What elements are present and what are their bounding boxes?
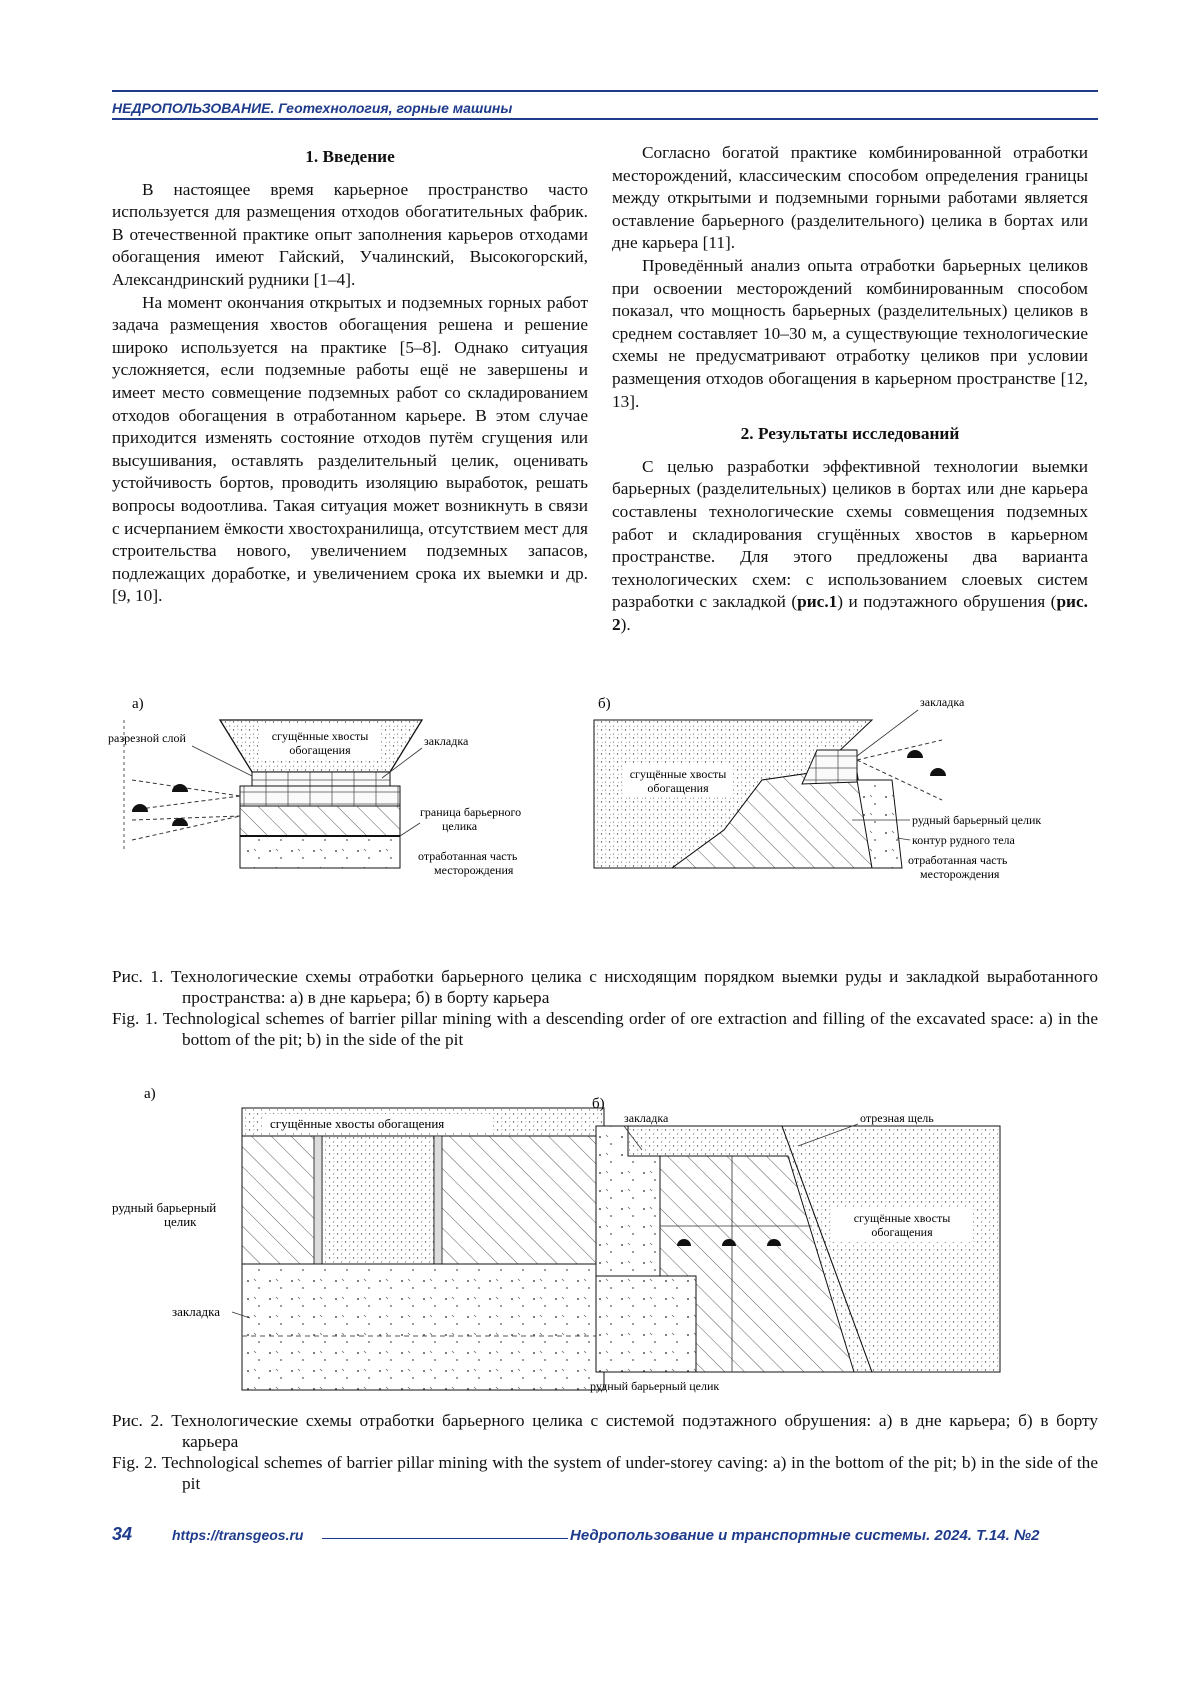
paragraph-text: ) и подэтажного обрушения (: [837, 592, 1057, 612]
figure-ref-2: рис. 2: [612, 592, 1088, 634]
panel-label-a: а): [144, 1086, 156, 1102]
label-pillar-boundary: граница барьерного: [420, 805, 522, 819]
figure-2-diagram: [112, 1086, 1098, 1396]
label-mined-part: месторождения: [920, 867, 1000, 881]
paragraph: [612, 456, 1088, 637]
panel-1b: [594, 695, 1041, 881]
left-column: [112, 146, 588, 608]
label-fill: закладка: [920, 695, 965, 709]
label-tailings: сгущённые хвосты: [629, 767, 727, 781]
label-tailings: сгущённые хвосты: [271, 729, 369, 743]
paragraph: Согласно богатой практике комбинированной отработки месторождений, классическим способом определения границы между открытыми и подземными горными работами является оставление барьерного (разделительного) целика в бортах или дне карьера [11].: [612, 143, 1088, 253]
label-tailings: обогащения: [871, 1225, 933, 1239]
label-fill: закладка: [624, 1111, 669, 1125]
label-ore-pillar: рудный барьерный: [112, 1200, 217, 1215]
caption-en: Fig. 2. Technological schemes of barrier pillar mining with the system of under-storey caving: a) in the bottom of the pit; b) in the side of the pit: [112, 1453, 1098, 1493]
header-bottom-rule: [112, 118, 1098, 120]
figure-ref-1: рис.1: [797, 592, 838, 612]
caption-ru: Рис. 2. Технологические схемы отработки барьерного целика с системой подэтажного обрушения: а) в дне карьера; б) в борту карьера: [112, 1411, 1098, 1451]
label-tailings: обогащения: [647, 781, 709, 795]
paragraph-text: ).: [620, 614, 631, 634]
label-tailings: сгущённые хвосты: [853, 1211, 951, 1225]
panel-2a: [112, 1108, 604, 1390]
panel-2b: [590, 1111, 1000, 1393]
panel-1a: [108, 720, 521, 877]
paragraph: Проведённый анализ опыта отработки барьерных целиков при освоении месторождений комбинированным способом показал, что мощность барьерных (разделительных) целиков в среднем составляет 10–30 м, а существующие технологические схемы не предусматривают отработку целиков при условии размещения отходов обогащения в карьерном пространстве [12, 13].: [612, 255, 1088, 411]
label-ore-pillar: рудный барьерный целик: [590, 1379, 720, 1393]
footer-url[interactable]: https://transgeos.ru: [172, 1527, 304, 1543]
label-mined-part: месторождения: [434, 863, 514, 877]
label-tailings: обогащения: [289, 743, 351, 757]
label-fill: закладка: [424, 734, 469, 748]
label-fill: закладка: [172, 1304, 220, 1319]
panel-label-b: б): [592, 1096, 605, 1112]
section-heading-introduction: 1. Введение: [305, 147, 395, 166]
caption-ru: Рис. 1. Технологические схемы отработки барьерного целика с нисходящим порядком выемки руды и закладкой выработанного пространства: а) в дне карьера; б) в борту карьера: [112, 967, 1098, 1007]
label-mined-part: отработанная часть: [908, 853, 1008, 867]
label-mined-part: отработанная часть: [418, 849, 518, 863]
figure-2-caption: [112, 1410, 1098, 1494]
label-ore-pillar: рудный барьерный целик: [912, 813, 1042, 827]
label-pillar-boundary: целика: [442, 819, 478, 833]
label-ore-pillar: целик: [164, 1214, 197, 1229]
footer-journal: Недропользование и транспортные системы. 2024. Т.14. №2: [570, 1527, 1040, 1544]
figure-1-diagram: [108, 695, 1098, 960]
label-ore-contour: контур рудного тела: [912, 833, 1015, 847]
running-header: НЕДРОПОЛЬЗОВАНИЕ. Геотехнология, горные машины: [112, 100, 513, 116]
label-cut-slot: отрезная щель: [860, 1111, 934, 1125]
figure-1-caption: [112, 966, 1098, 1050]
page-number: 34: [112, 1524, 133, 1544]
right-column: [612, 142, 1088, 636]
footer-rule: [322, 1538, 568, 1539]
paragraph: На момент окончания открытых и подземных горных работ задача размещения хвостов обогащения решена и решение широко используется на практике [5–8]. Однако ситуация усложняется, если подземные работы ещё не завершены и имеет место совмещение подземных работ со складированием отходов обогащения в отработанном карьере. В этом случае приходится изменять состояние отходов путём сгущения или высушивания, оставлять разделительный целик, оценивать устойчивость бортов, проводить изоляцию выработок, решать вопросы водоотлива. Такая ситуация может возникнуть в связи с исчерпанием ёмкости хвостохранилища, отсутствием мест для строительства нового, увеличением подземных запасов, подлежащих доработке, и увеличением срока их выемки и др. [9, 10].: [112, 292, 588, 606]
section-heading-results: 2. Результаты исследований: [740, 424, 960, 444]
panel-label-b: б): [598, 696, 611, 712]
caption-en: Fig. 1. Technological schemes of barrier pillar mining with a descending order of ore extraction and filling of the excavated space: a) in the bottom of the pit; b) in the side of the pit: [112, 1009, 1098, 1049]
panel-label-a: а): [132, 696, 144, 712]
label-cut-layer: разрезной слой: [108, 731, 186, 745]
label-tailings: сгущённые хвосты обогащения: [270, 1116, 445, 1131]
header-top-rule: [112, 90, 1098, 92]
paragraph: В настоящее время карьерное пространство часто используется для размещения отходов обогатительных фабрик. В отечественной практике опыт заполнения карьеров отходами обогащения имеют Гайский, Учалинский, Высокогорский, Александринский рудники [1–4].: [112, 179, 588, 289]
paragraph-text: С целью разработки эффективной технологии выемки барьерных (разделительных) целиков в бортах или дне карьера составлены технологические схемы совмещения подземных работ и складирования сгущённых хвостов в карьерном пространстве. Для этого предложены два варианта технологических схем: с использованием слоевых систем разработки с закладкой (: [612, 456, 1088, 612]
